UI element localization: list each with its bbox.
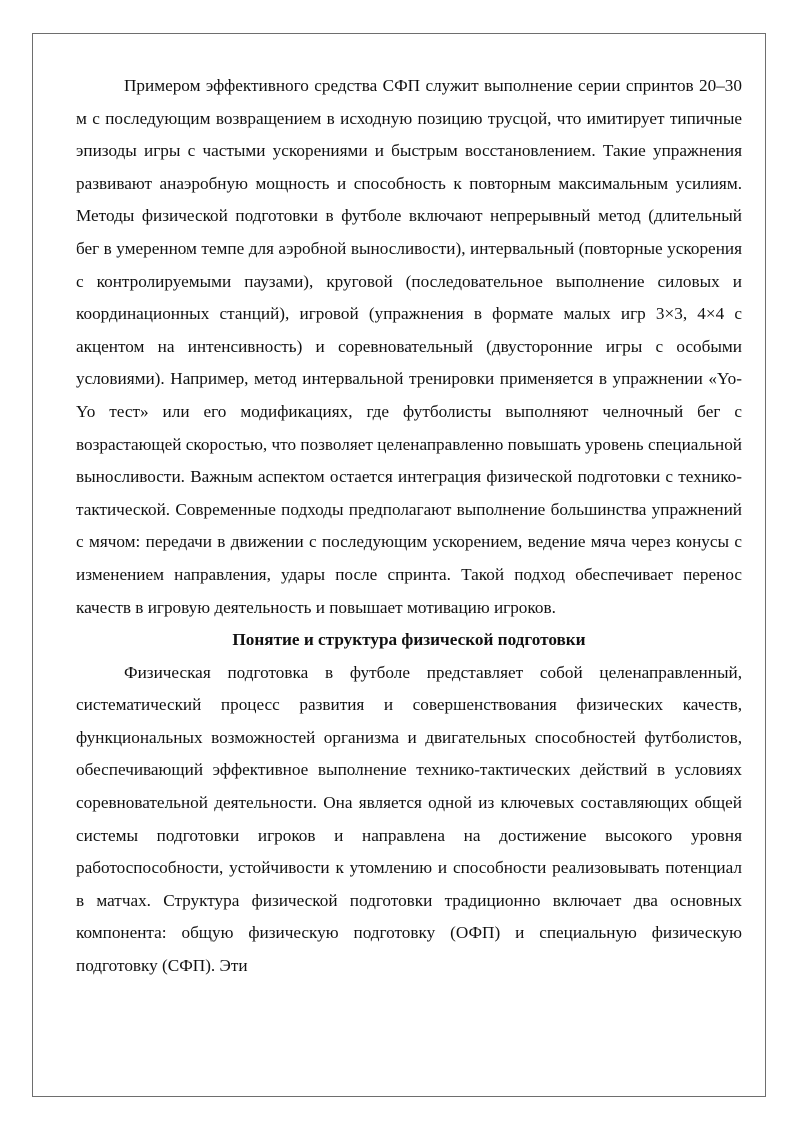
document-body <box>76 70 742 983</box>
section-heading: Понятие и структура физической подготовки <box>232 630 586 650</box>
paragraph-definition: Физическая подготовка в футболе представляет собой целенаправленный, систематический процесс развития и совершенствования физических качеств, функциональных возможностей организма и двигательных способностей футболистов, обеспечивающий эффективное выполнение технико-тактических действий в условиях соревновательной деятельности. Она является одной из ключевых составляющих общей системы подготовки игроков и направлена на достижение высокого уровня работоспособности, устойчивости к утомлению и способности реализовывать потенциал в матчах. Структура физической подготовки традиционно включает два основных компонента: общую физическую подготовку (ОФП) и специальную физическую подготовку (СФП). Эти <box>76 662 742 976</box>
paragraph-sfp-methods: Примером эффективного средства СФП служит выполнение серии спринтов 20–30 м с последующим возвращением в исходную позицию трусцой, что имитирует типичные эпизоды игры с частыми ускорениями и быстрым восстановлением. Такие упражнения развивают анаэробную мощность и способность к повторным максимальным усилиям. Методы физической подготовки в футболе включают непрерывный метод (длительный бег в умеренном темпе для аэробной выносливости), интервальный (повторные ускорения с контролируемыми паузами), круговой (последовательное выполнение силовых и координационных станций), игровой (упражнения в формате малых игр 3×3, 4×4 с акцентом на интенсивность) и соревновательный (двусторонние игры с особыми условиями). Например, метод интервальной тренировки применяется в упражнении «Yo-Yo тест» или его модификациях, где футболисты выполняют челночный бег с возрастающей скоростью, что позволяет целенаправленно повышать уровень специальной выносливости. Важным аспектом остается интеграция физической подготовки с технико-тактической. Современные подходы предполагают выполнение большинства упражнений с мячом: передачи в движении с последующим ускорением, ведение мяча через конусы с изменением направления, удары после спринта. Такой подход обеспечивает перенос качеств в игровую деятельность и повышает мотивацию игроков. <box>76 76 742 617</box>
